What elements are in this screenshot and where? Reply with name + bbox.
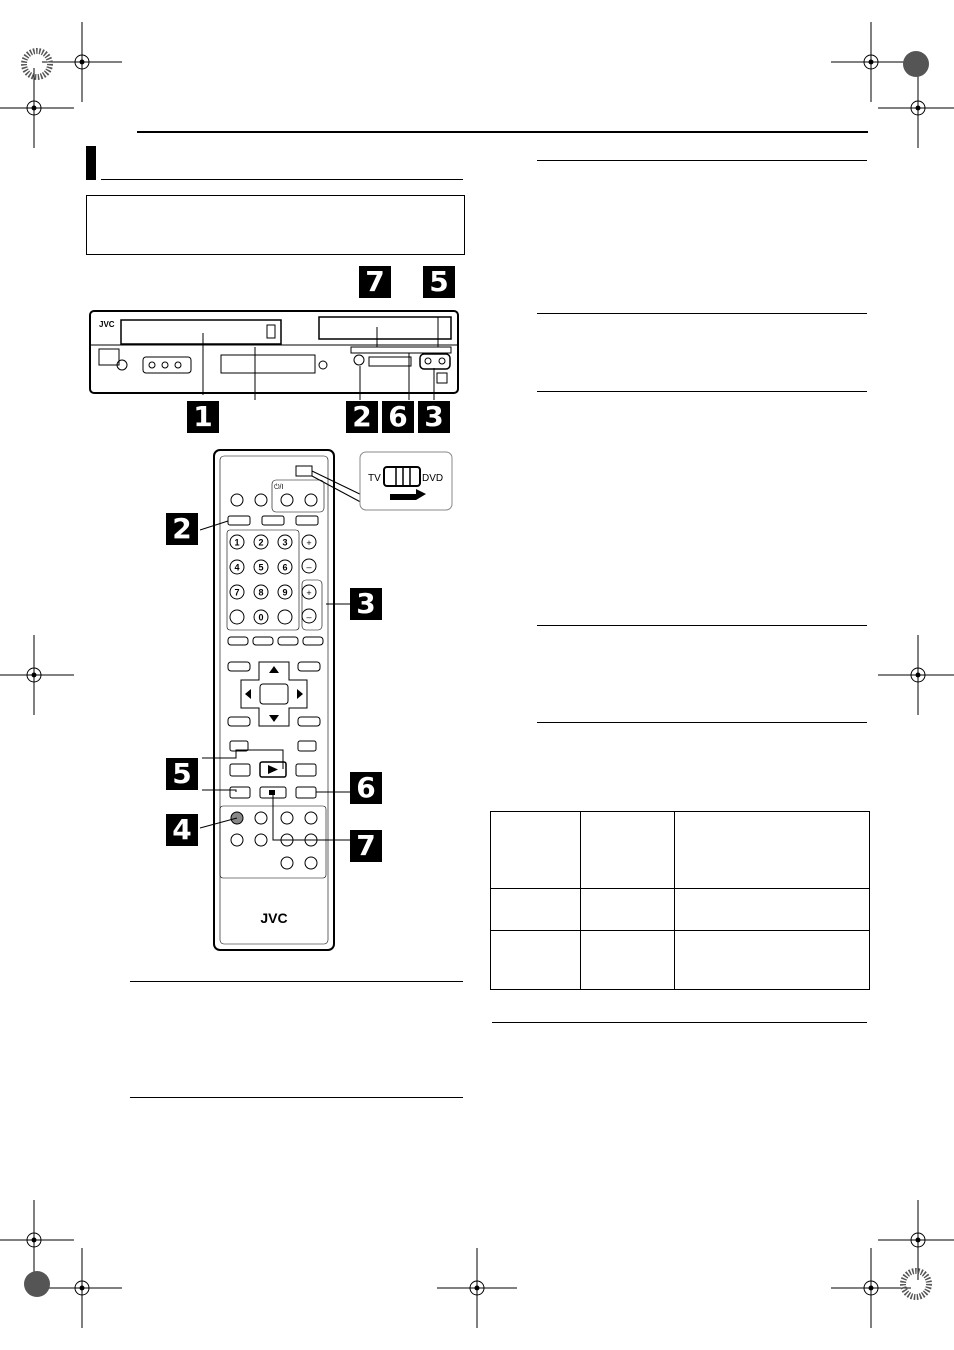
section-heading-bar: [86, 146, 96, 180]
remote-label-2: 2: [166, 513, 198, 545]
keypad-digit: 8: [258, 587, 264, 598]
keypad-digit: 7: [234, 587, 240, 598]
remote-label-4: 4: [166, 814, 198, 846]
device-label-3: 3: [418, 401, 450, 433]
table-cell: [580, 888, 675, 931]
keypad-digit: 9: [282, 587, 288, 598]
settings-table: [490, 811, 870, 990]
device-label-6: 6: [382, 401, 414, 433]
device-label-7: 7: [359, 266, 391, 298]
table-cell: [674, 930, 870, 990]
device-label-2: 2: [346, 401, 378, 433]
left-rule-1: [130, 981, 463, 982]
table-cell: [580, 930, 675, 990]
right-rule-3: [537, 391, 867, 392]
keypad-digit: 4: [234, 562, 240, 573]
switch-dvd-label: DVD: [422, 473, 444, 484]
power-label: ⏻/I: [274, 484, 284, 491]
table-cell: [674, 888, 870, 931]
table-cell: [490, 811, 581, 889]
dvd-vcr-front-panel: [85, 305, 465, 405]
device-brand-logo: JVC: [99, 320, 115, 329]
right-rule-5: [537, 722, 867, 723]
table-cell: [674, 811, 870, 889]
device-label-1: 1: [187, 401, 219, 433]
section-heading-rule: [101, 179, 463, 180]
header-rule: [137, 131, 868, 133]
table-cell: [490, 888, 581, 931]
right-rule-6: [492, 1022, 867, 1023]
switch-tv-label: TV: [368, 473, 381, 484]
remote-label-7: 7: [350, 830, 382, 862]
keypad-digit: 0: [258, 612, 264, 623]
device-label-5: 5: [423, 266, 455, 298]
right-rule-2: [537, 313, 867, 314]
keypad-digit: 5: [258, 562, 264, 573]
ch-minus-symbol: –: [306, 562, 312, 572]
remote-label-3: 3: [350, 588, 382, 620]
keypad-digit: 6: [282, 562, 288, 573]
left-rule-2: [130, 1097, 463, 1098]
right-rule-4: [537, 625, 867, 626]
remote-label-5: 5: [166, 758, 198, 790]
vol-plus-symbol: +: [306, 588, 312, 598]
note-box: [86, 195, 465, 255]
table-cell: [580, 811, 675, 889]
keypad-digit: 1: [234, 537, 240, 548]
vol-minus-symbol: –: [306, 612, 312, 622]
keypad-digit: 2: [258, 537, 264, 548]
keypad-digit: 3: [282, 537, 288, 548]
ch-plus-symbol: +: [306, 538, 312, 548]
remote-brand-logo: JVC: [260, 910, 288, 926]
table-cell: [490, 930, 581, 990]
remote-label-6: 6: [350, 772, 382, 804]
right-rule-1: [537, 160, 867, 161]
